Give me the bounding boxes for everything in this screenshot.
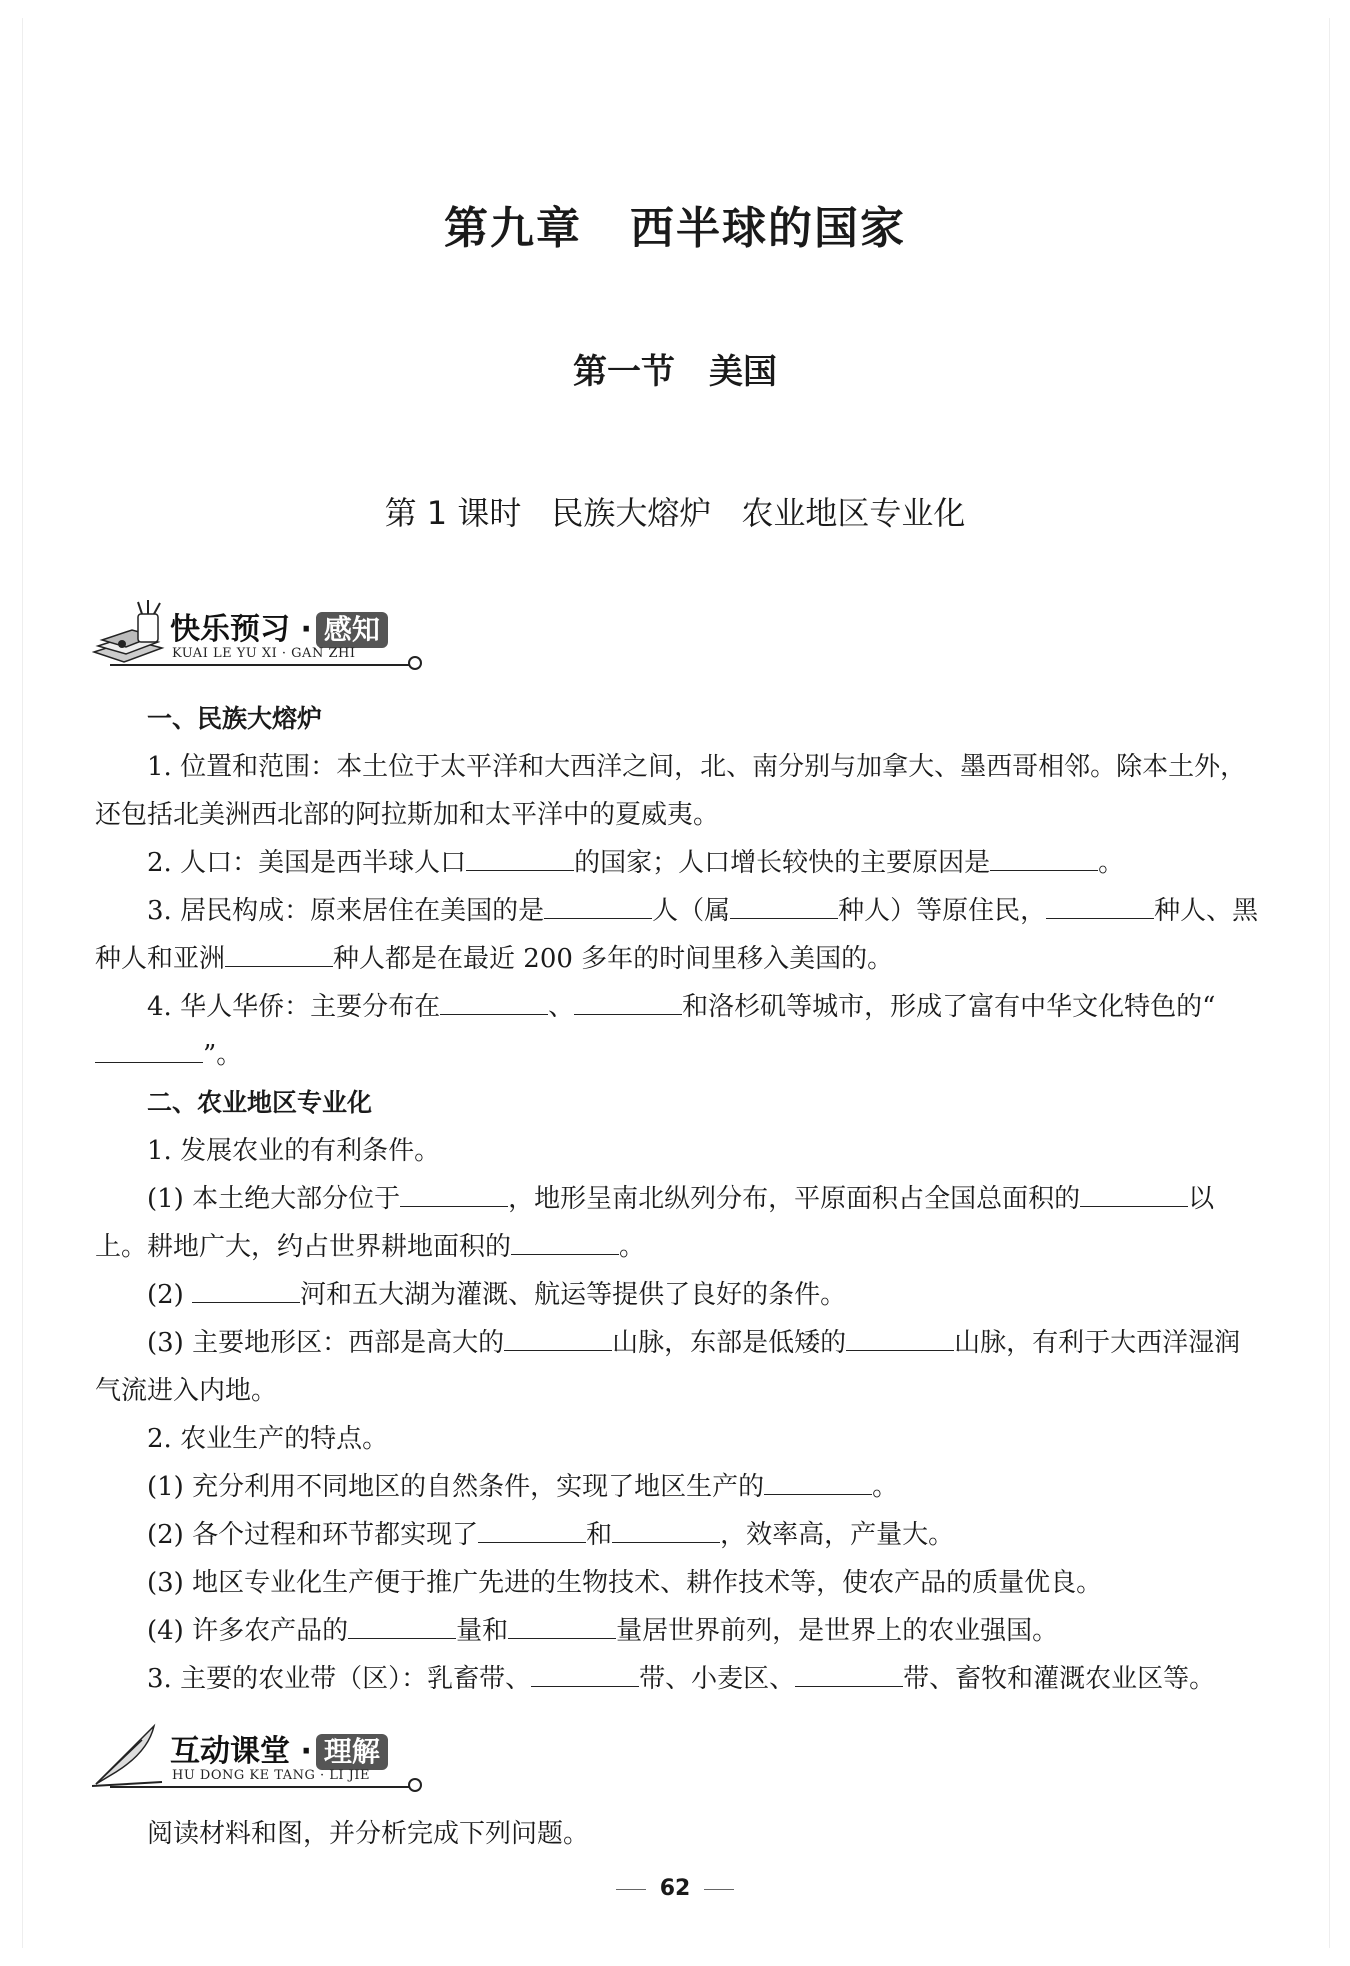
section-title [0, 344, 1350, 393]
blank[interactable] [612, 1516, 720, 1543]
page-number-value: 62 [659, 1876, 691, 1901]
blank[interactable] [990, 844, 1098, 871]
reading-instruction: 阅读材料和图，并分析完成下列问题。 [147, 1819, 590, 1849]
item-2-3: (3) 地区专业化生产便于推广先进的生物技术、耕作技术等，使农产品的质量优良。 [147, 1568, 1103, 1598]
interactive-banner-tag: 理解 [316, 1734, 388, 1770]
preview-banner-pinyin: KUAI LE YU XI · GAN ZHI [172, 646, 356, 661]
interactive-banner-pinyin: HU DONG KE TANG · LI JIE [172, 1768, 370, 1783]
blank[interactable] [508, 1612, 616, 1639]
blank[interactable] [795, 1660, 903, 1687]
blank[interactable] [544, 892, 652, 919]
blank[interactable] [466, 844, 574, 871]
item-1-2: (2) 河和五大湖为灌溉、航运等提供了良好的条件。 [95, 1271, 1263, 1319]
interactive-banner-title: 互动课堂 · 理解 [170, 1726, 388, 1770]
blank[interactable] [511, 1228, 619, 1255]
quill-pen-icon [92, 1722, 170, 1788]
blank[interactable] [846, 1324, 954, 1351]
blank[interactable] [95, 1036, 203, 1063]
blank[interactable] [764, 1468, 872, 1495]
dash-left [616, 1889, 646, 1890]
question-1: 1. 位置和范围：本土位于太平洋和大西洋之间，北、南分别与加拿大、墨西哥相邻。除本土外，还包括北美洲西北部的阿拉斯加和太平洋中的夏威夷。 [95, 752, 1247, 830]
question-2: 2. 人口：美国是西半球人口 的国家；人口增长较快的主要原因是 。 [95, 839, 1263, 887]
subtopic-2: 2. 农业生产的特点。 [147, 1424, 389, 1454]
reading-instruction-block [95, 1810, 1263, 1858]
interactive-banner [92, 1722, 432, 1788]
item-2-4: (4) 许多农产品的 量和 量居世界前列，是世界上的农业强国。 [95, 1607, 1263, 1655]
blank[interactable] [531, 1660, 639, 1687]
question-3: 3. 居民构成：原来居住在美国的是 人（属 种人）等原住民， 种人、黑种人和亚洲 种人都是在最近 200 多年的时间里移入美国的。 [95, 887, 1263, 983]
lesson-title [0, 488, 1350, 534]
page-number [0, 1876, 1350, 1901]
blank[interactable] [478, 1516, 586, 1543]
item-2-2: (2) 各个过程和环节都实现了 和 ，效率高，产量大。 [95, 1511, 1263, 1559]
exercise-content [95, 695, 1263, 1703]
preview-banner-tag: 感知 [316, 612, 388, 648]
blank[interactable] [440, 988, 548, 1015]
item-1-1: (1) 本土绝大部分位于 ，地形呈南北纵列分布，平原面积占全国总面积的 以上。耕地广大，约占世界耕地面积的 。 [95, 1175, 1263, 1271]
chapter-name: 西半球的国家 [630, 203, 906, 254]
lesson-label: 第 1 课时 [384, 494, 522, 532]
blank[interactable] [1046, 892, 1154, 919]
blank[interactable] [348, 1612, 456, 1639]
banner-rule [110, 1786, 410, 1788]
lesson-part2: 农业地区专业化 [741, 494, 966, 532]
lesson-part1: 民族大熔炉 [551, 494, 712, 532]
section-label: 第一节 [573, 352, 675, 392]
banner-rule [110, 664, 410, 666]
item-2-1: (1) 充分利用不同地区的自然条件，实现了地区生产的 。 [95, 1463, 1263, 1511]
chapter-label: 第九章 [444, 203, 582, 254]
blank[interactable] [225, 940, 333, 967]
dash-right [704, 1889, 734, 1890]
question-4: 4. 华人华侨：主要分布在 、 和洛杉矶等城市，形成了富有中华文化特色的“”。 [95, 983, 1263, 1079]
blank[interactable] [574, 988, 682, 1015]
subtopic-1: 1. 发展农业的有利条件。 [147, 1136, 441, 1166]
blank[interactable] [1080, 1180, 1188, 1207]
preview-banner [92, 600, 432, 666]
chapter-title [0, 192, 1350, 256]
item-1-3: (3) 主要地形区：西部是高大的 山脉，东部是低矮的 山脉，有利于大西洋湿润气流进入内地。 [95, 1319, 1263, 1415]
subtopic-3: 3. 主要的农业带（区）：乳畜带、 带、小麦区、 带、畜牧和灌溉农业区等。 [95, 1655, 1263, 1703]
blank[interactable] [504, 1324, 612, 1351]
section-name: 美国 [709, 352, 777, 392]
blank[interactable] [730, 892, 838, 919]
banner-ring [408, 656, 422, 670]
banner-ring [408, 1778, 422, 1792]
books-pencils-icon [92, 600, 170, 666]
blank[interactable] [192, 1276, 300, 1303]
blank[interactable] [400, 1180, 508, 1207]
preview-banner-title: 快乐预习 · 感知 [170, 604, 388, 648]
part1-heading: 一、民族大熔炉 [147, 704, 323, 733]
part2-heading: 二、农业地区专业化 [147, 1088, 373, 1117]
